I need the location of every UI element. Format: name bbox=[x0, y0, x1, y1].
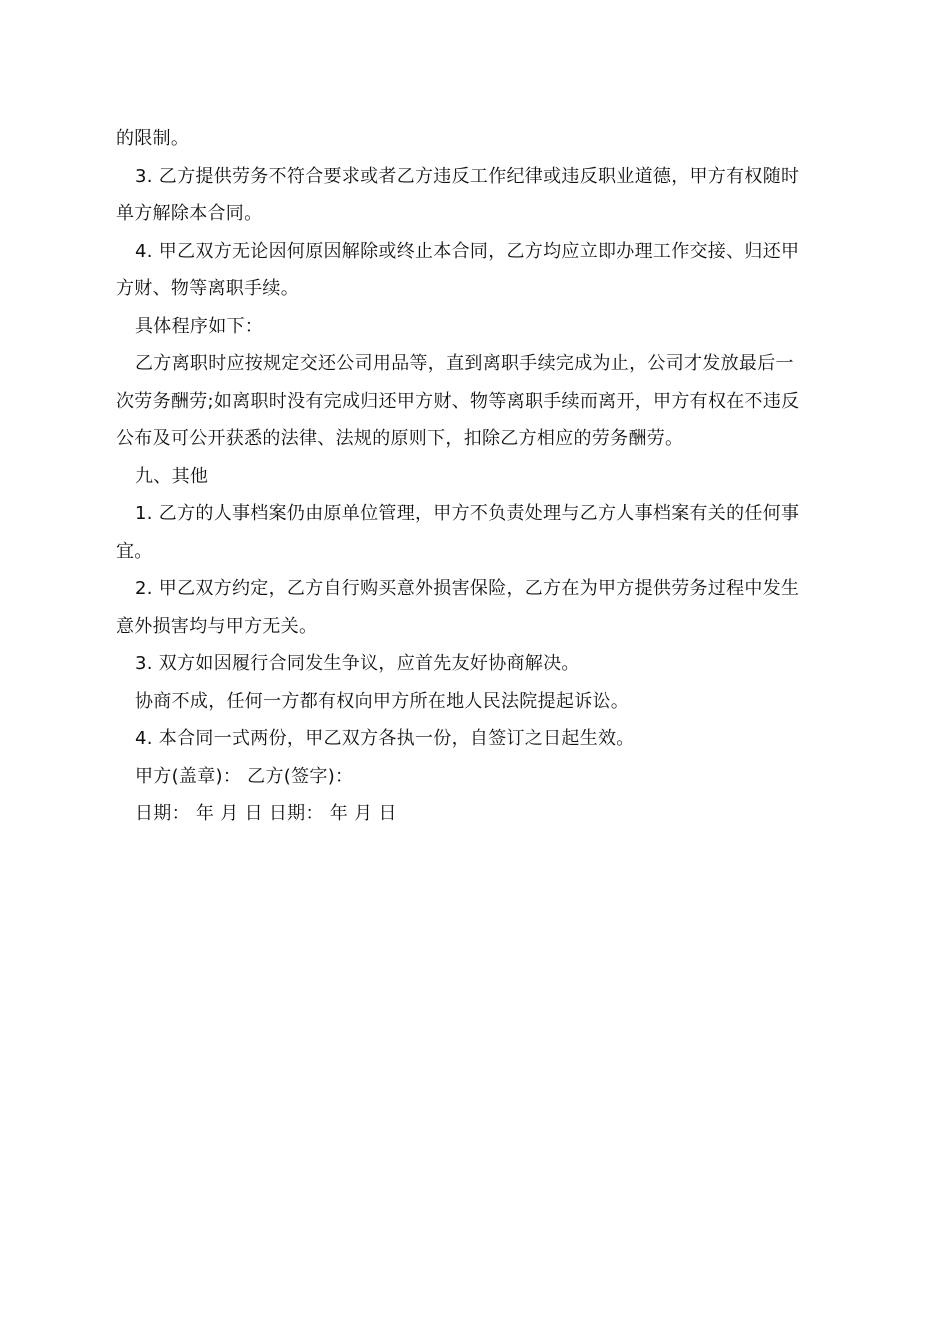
date-line: 日期： 年 月 日 日期： 年 月 日 bbox=[135, 803, 397, 824]
clause-line: 1. 乙方的人事档案仍由原单位管理，甲方不负责处理与乙方人事档案有关的任何事 bbox=[135, 503, 800, 524]
clause-line: 4. 甲乙双方无论因何原因解除或终止本合同，乙方均应立即办理工作交接、归还甲 bbox=[135, 240, 800, 262]
clause-continuation-line: 方财、物等离职手续。 bbox=[116, 278, 299, 299]
paragraph-line: 的限制。 bbox=[116, 128, 190, 149]
clause-line: 4. 本合同一式两份，甲乙双方各执一份，自签订之日起生效。 bbox=[135, 728, 635, 749]
contract-text-body bbox=[116, 120, 836, 833]
procedure-heading: 具体程序如下： bbox=[135, 315, 264, 337]
clause-line: 3. 乙方提供劳务不符合要求或者乙方违反工作纪律或违反职业道德，甲方有权随时 bbox=[135, 165, 800, 187]
procedure-continuation-line: 次劳务酬劳;如离职时没有完成归还甲方财、物等离职手续而离开，甲方有权在不违反 bbox=[116, 390, 800, 412]
signature-line: 甲方(盖章)： 乙方(签字)： bbox=[135, 765, 354, 787]
clause-continuation-line: 单方解除本合同。 bbox=[116, 203, 263, 224]
clause-line: 协商不成，任何一方都有权向甲方所在地人民法院提起诉讼。 bbox=[135, 690, 630, 712]
clause-line: 3. 双方如因履行合同发生争议，应首先友好协商解决。 bbox=[135, 653, 580, 674]
clause-line: 2. 甲乙双方约定，乙方自行购买意外损害保险，乙方在为甲方提供劳务过程中发生 bbox=[135, 578, 800, 599]
clause-continuation-line: 宜。 bbox=[116, 540, 153, 562]
clause-continuation-line: 意外损害均与甲方无关。 bbox=[116, 615, 318, 637]
section-heading: 九、其他 bbox=[135, 465, 209, 487]
procedure-continuation-line: 公布及可公开获悉的法律、法规的原则下，扣除乙方相应的劳务酬劳。 bbox=[116, 428, 684, 449]
procedure-line: 乙方离职时应按规定交还公司用品等，直到离职手续完成为止，公司才发放最后一 bbox=[135, 353, 794, 374]
